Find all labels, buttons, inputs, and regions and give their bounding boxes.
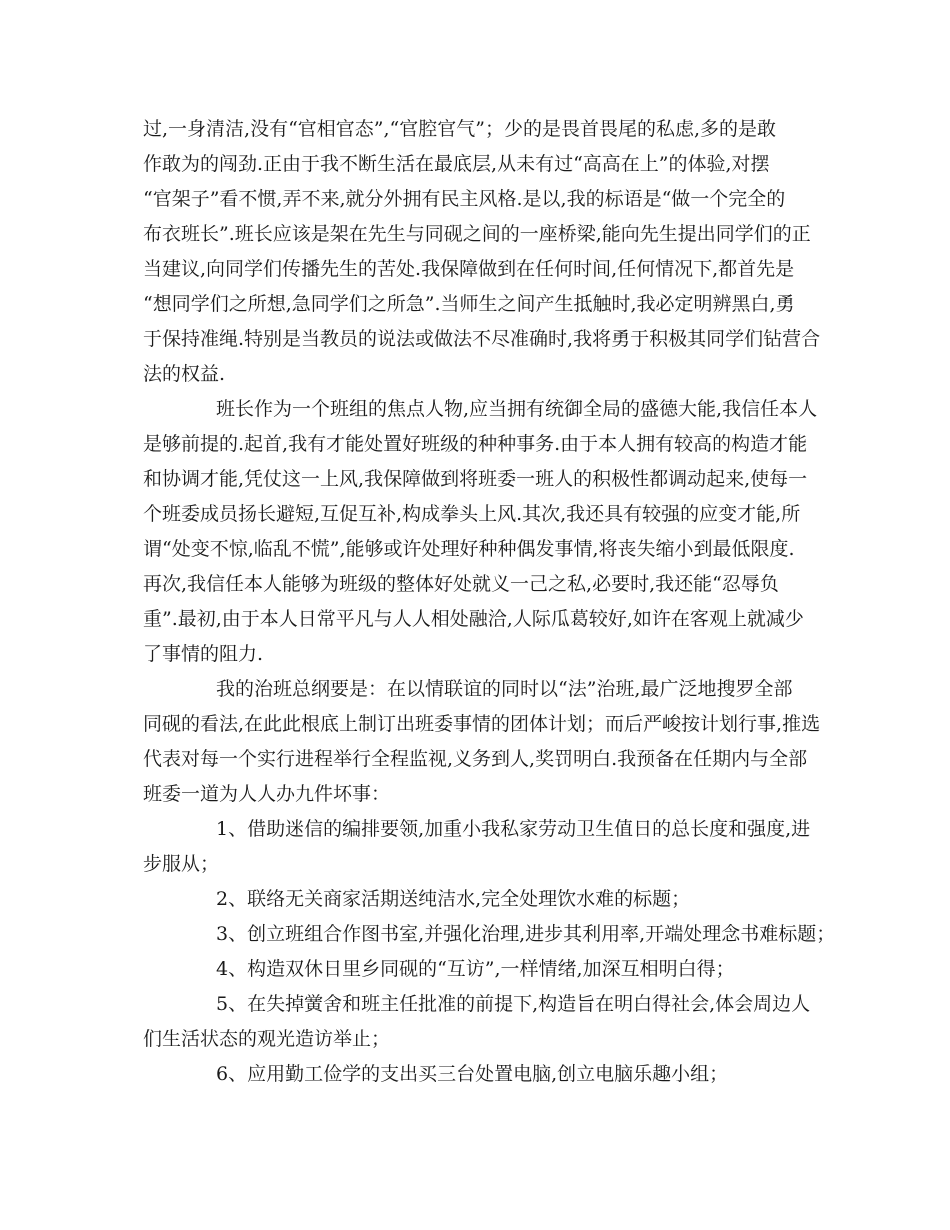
list-item: 6、应用勤工俭学的支出买三台处置电脑,创立电脑乐趣小组； [216,1063,729,1085]
list-item-continuation: 们生活状态的观光造访举止； [143,1028,391,1050]
paragraph-start: 我的治班总纲要是：在以情联谊的同时以“法”治班,最广泛地搜罗全部 [216,678,793,700]
text-line: 过,一身清洁,没有“官相官态”,“官腔官气”；少的是畏首畏尾的私虑,多的是敢 [143,118,777,140]
text-line: 是够前提的.起首,我有才能处置好班级的种种事务.由于本人拥有较高的构造才能 [143,433,808,455]
text-line: 重”.最初,由于本人日常平凡与人人相处融洽,人际瓜葛较好,如许在客观上就减少 [143,608,804,630]
text-line: 作敢为的闯劲.正由于我不断生活在最底层,从未有过“高高在上”的体验,对摆 [143,153,770,175]
text-line: “想同学们之所想,急同学们之所急”.当师生之间产生抵触时,我必定明辨黑白,勇 [143,293,795,315]
list-item-continuation: 步服从； [143,853,220,875]
list-item: 3、创立班组合作图书室,并强化治理,进步其利用率,开端处理念书难标题； [216,923,836,945]
text-line: 当建议,向同学们传播先生的苦处.我保障做到在任何时间,任何情况下,都首先是 [143,258,795,280]
text-line: 于保持准绳.特别是当教员的说法或做法不尽准确时,我将勇于积极其同学们钻营合 [143,328,821,350]
text-line: 个班委成员扬长避短,互促互补,构成拳头上风.其次,我还具有较强的应变才能,所 [143,503,801,525]
text-line: 布衣班长”.班长应该是架在先生与同砚之间的一座桥梁,能向先生提出同学们的正 [143,223,811,245]
text-line: “官架子”看不惯,弄不来,就分外拥有民主风格.是以,我的标语是“做一个完全的 [143,188,786,210]
text-line: 再次,我信任本人能够为班级的整体好处就义一己之私,必要时,我还能“忍辱负 [143,573,779,595]
text-line: 了事情的阻力. [143,643,264,665]
text-line: 谓“处变不惊,临乱不慌”,能够或许处理好种种偶发事情,将丧失缩小到最低限度. [143,538,795,560]
text-line: 法的权益. [143,363,226,385]
list-item: 1、借助迷信的编排要领,加重小我私家劳动卫生值日的总长度和强度,进 [216,818,811,840]
list-item: 2、联络无关商家活期送纯洁水,完全处理饮水难的标题； [216,888,691,910]
text-line: 班委一道为人人办九件坏事： [143,783,391,805]
list-item: 5、在失掉黉舍和班主任批准的前提下,构造旨在明白得社会,体会周边人 [216,993,811,1015]
list-item: 4、构造双休日里乡同砚的“互访”,一样情绪,加深互相明白得； [216,958,735,980]
text-line: 同砚的看法,在此此根底上制订出班委事情的团体计划；而后严峻按计划行事,推选 [143,713,821,735]
paragraph-start: 班长作为一个班组的焦点人物,应当拥有统御全局的盛德大能,我信任本人 [216,398,818,420]
text-line: 代表对每一个实行进程举行全程监视,义务到人,奖罚明白.我预备在任期内与全部 [143,748,808,770]
text-line: 和协调才能,凭仗这一上风,我保障做到将班委一班人的积极性都调动起来,使每一 [143,468,808,490]
